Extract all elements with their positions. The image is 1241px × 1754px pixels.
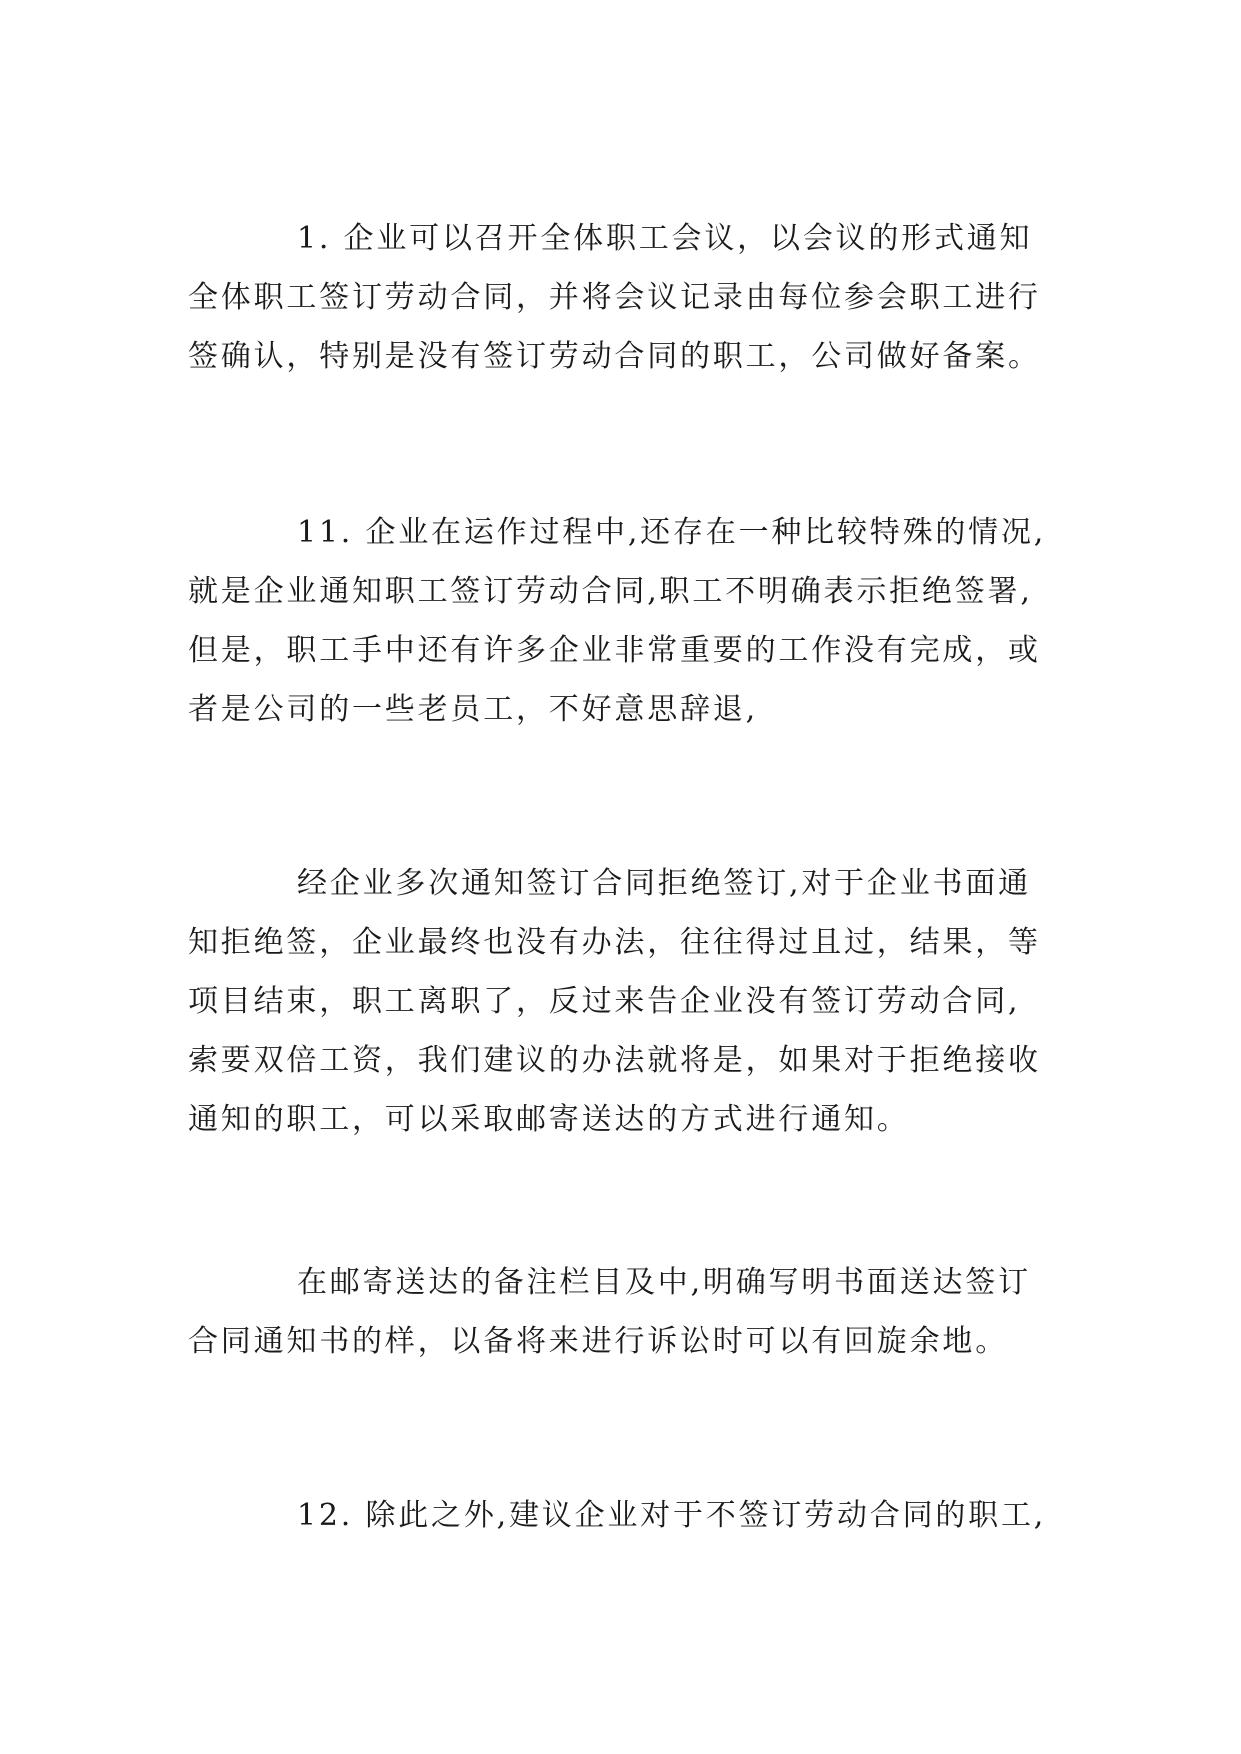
text-line: 但是，职工手中还有许多企业非常重要的工作没有完成，或 <box>188 633 1041 668</box>
text-line: 1. 企业可以召开全体职工会议，以会议的形式通知 <box>297 221 1033 256</box>
text-line: 索要双倍工资，我们建议的办法就将是，如果对于拒绝接收 <box>188 1043 1041 1078</box>
text-line: 经企业多次通知签订合同拒绝签订,对于企业书面通 <box>297 866 1031 901</box>
paragraph-3 <box>188 854 1188 1149</box>
text-line: 12. 除此之外,建议企业对于不签订劳动合同的职工, <box>297 1498 1047 1533</box>
paragraph-5 <box>188 1486 1188 1545</box>
text-line: 11. 企业在运作过程中,还存在一种比较特殊的情况, <box>297 515 1047 550</box>
paragraph-1 <box>188 209 1188 386</box>
text-line: 签确认，特别是没有签订劳动合同的职工，公司做好备案。 <box>188 339 1041 374</box>
text-line: 就是企业通知职工签订劳动合同,职工不明确表示拒绝签署, <box>188 574 1033 609</box>
paragraph-2 <box>188 503 1188 739</box>
paragraph-4 <box>188 1253 1188 1371</box>
text-line: 全体职工签订劳动合同，并将会议记录由每位参会职工进行 <box>188 280 1041 315</box>
text-line: 项目结束，职工离职了，反过来告企业没有签订劳动合同, <box>188 984 1021 1019</box>
text-line: 通知的职工，可以采取邮寄送达的方式进行通知。 <box>188 1102 910 1137</box>
text-line: 者是公司的一些老员工，不好意思辞退, <box>188 692 758 727</box>
text-line: 知拒绝签，企业最终也没有办法，往往得过且过，结果，等 <box>188 925 1041 960</box>
text-line: 在邮寄送达的备注栏目及中,明确写明书面送达签订 <box>297 1265 1031 1300</box>
text-line: 合同通知书的样，以备将来进行诉讼时可以有回旋余地。 <box>188 1324 1008 1359</box>
